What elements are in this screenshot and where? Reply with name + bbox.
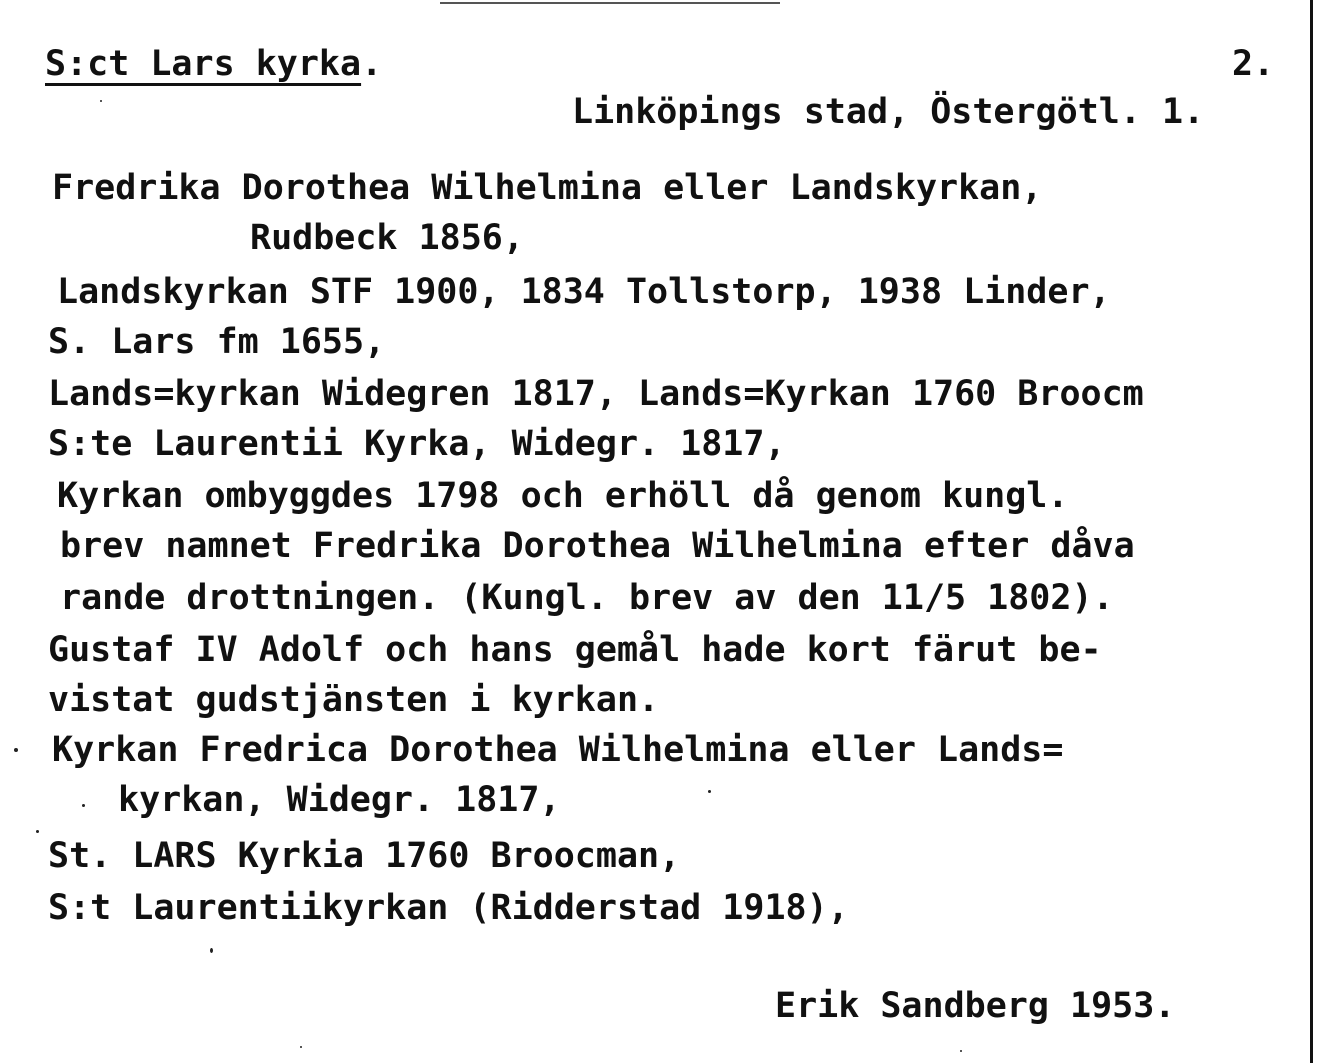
scan-speck	[960, 1050, 962, 1052]
entry-line: Rudbeck 1856,	[250, 218, 524, 258]
entry-line: rande drottningen. (Kungl. brev av den 11/5 1802).	[60, 578, 1114, 618]
entry-line: Landskyrkan STF 1900, 1834 Tollstorp, 1938 Linder,	[57, 272, 1111, 312]
card-signature: Erik Sandberg 1953.	[775, 986, 1176, 1026]
card-right-border	[1310, 0, 1313, 1063]
entry-line: S:te Laurentii Kyrka, Widegr. 1817,	[48, 424, 786, 464]
entry-line: S. Lars fm 1655,	[48, 322, 386, 362]
card-title: S:ct Lars kyrka	[45, 44, 362, 84]
entry-line: Fredrika Dorothea Wilhelmina eller Landskyrkan,	[52, 168, 1043, 208]
entry-line: St. LARS Kyrkia 1760 Broocman,	[48, 836, 681, 876]
entry-line: S:t Laurentiikyrkan (Ridderstad 1918),	[48, 888, 849, 928]
scan-speck	[210, 948, 213, 953]
entry-line: kyrkan, Widegr. 1817,	[118, 780, 561, 820]
entry-line: Gustaf IV Adolf och hans gemål hade kort färut be-	[48, 630, 1102, 670]
entry-line: Kyrkan ombyggdes 1798 och erhöll då genom kungl.	[57, 476, 1069, 516]
scan-speck	[300, 1046, 302, 1048]
card-location: Linköpings stad, Östergötl. 1.	[572, 92, 1205, 132]
entry-line: Kyrkan Fredrica Dorothea Wilhelmina eller Lands=	[52, 730, 1064, 770]
scan-speck	[82, 804, 85, 807]
entry-line: vistat gudstjänsten i kyrkan.	[48, 680, 660, 720]
top-rule	[440, 2, 780, 4]
scan-speck	[100, 100, 102, 102]
scan-speck	[14, 748, 18, 752]
scan-speck	[36, 830, 39, 833]
card-title-period: .	[361, 44, 383, 84]
entry-line: Lands=kyrkan Widegren 1817, Lands=Kyrkan 1760 Broocm	[48, 374, 1144, 414]
card-number: 2.	[1232, 44, 1275, 84]
entry-line: brev namnet Fredrika Dorothea Wilhelmina efter dåva	[60, 526, 1135, 566]
card-title-row	[45, 44, 382, 84]
scan-speck	[708, 790, 711, 793]
